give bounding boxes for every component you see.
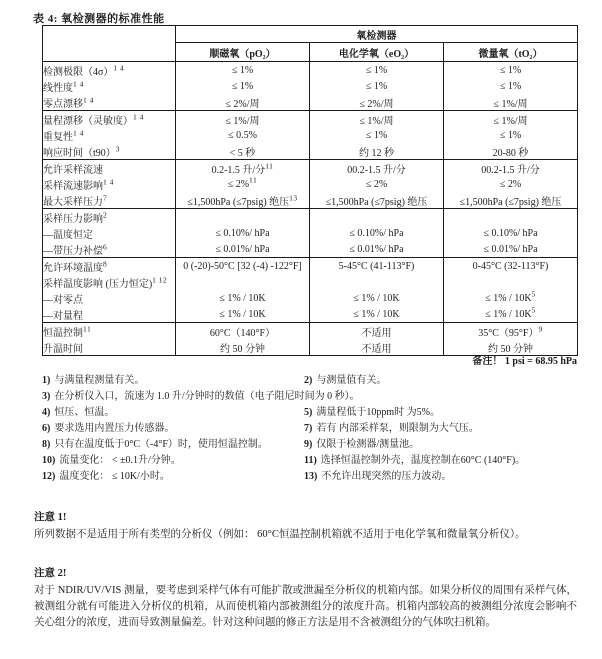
row-label: 升温时间 xyxy=(43,339,176,356)
footnote-text: 恒压、恒温。 xyxy=(54,407,115,418)
footnote-text: 要求选用内置压力传感器。 xyxy=(54,423,175,434)
table-row xyxy=(43,143,578,160)
value-cell: 0 (-20)-50°C [32 (-4) -122°F] xyxy=(176,258,310,275)
row-label: 重复性$^{1 4}$ xyxy=(43,127,176,143)
footnote-text: 流量变化： < ±0.1升/分钟。 xyxy=(59,455,181,466)
value-cell xyxy=(310,274,444,290)
row-group xyxy=(43,323,578,356)
footnote-text: 只有在温度低于0°C（-4°F）时，使用恒温控制。 xyxy=(54,439,268,450)
value-cell xyxy=(444,274,578,290)
table-row xyxy=(43,323,578,340)
value-cell: ≤1,500hPa (≤7psig) 绝压 xyxy=(310,192,444,209)
table-header xyxy=(43,26,578,62)
value-cell: ≤ 1% / 10K xyxy=(176,290,310,306)
value-cell: ≤ 1%/周 xyxy=(176,111,310,128)
value-cell: ≤ 1% / 10K xyxy=(310,306,444,323)
footnote-number: 1) xyxy=(42,375,51,386)
value-cell: $35^\circ C(95^\circ F)^9$ xyxy=(444,323,578,340)
footnote-row xyxy=(42,373,582,389)
value-cell: ≤1,500hPa (≤7psig) 绝压$^{13}$ xyxy=(176,192,310,209)
table-row xyxy=(43,176,578,192)
remark-note: 备注！ 1 psi = 68.95 hPa xyxy=(472,356,577,367)
value-cell: ≤ 0.10%/ hPa xyxy=(444,225,578,241)
row-label: —对量程 xyxy=(43,306,176,323)
row-label: 允许采样流速 xyxy=(43,160,176,177)
footnote-row xyxy=(42,405,582,421)
value-cell: ≤ 1%/周 xyxy=(444,94,578,111)
value-cell: 0-45°C (32-113°F) xyxy=(444,258,578,275)
value-cell: ≤ 1% xyxy=(444,127,578,143)
value-cell: ≤ 1% xyxy=(310,78,444,94)
row-label: 零点漂移$^{1 4}$ xyxy=(43,94,176,111)
value-cell: ≤ 2%/周 xyxy=(176,94,310,111)
table-row xyxy=(43,127,578,143)
value-cell: 约 12 秒 xyxy=(310,143,444,160)
value-cell: ≤ $1\% / 10K^5$ xyxy=(444,306,578,323)
column-header: 顺磁氧（pO₂） xyxy=(176,43,310,62)
table-row xyxy=(43,78,578,94)
value-cell: ≤ 1% xyxy=(176,62,310,79)
table-row xyxy=(43,225,578,241)
value-cell: ≤ 1% xyxy=(176,78,310,94)
value-cell xyxy=(176,209,310,226)
value-cell: ≤ 1% / 10K xyxy=(176,306,310,323)
footnote xyxy=(42,421,304,437)
value-cell: 不适用 xyxy=(310,339,444,356)
footnote xyxy=(42,405,304,421)
table-row xyxy=(43,258,578,275)
value-cell: ≤ 1% xyxy=(444,62,578,79)
footnote-number: 13) xyxy=(304,471,318,482)
footnote-text: 与测量值有关。 xyxy=(316,375,387,386)
header-group-row xyxy=(43,26,578,43)
value-cell: ≤ 1% xyxy=(310,62,444,79)
spec-table xyxy=(42,25,578,356)
footnote-row xyxy=(42,437,582,453)
footnote xyxy=(304,405,440,421)
row-group xyxy=(43,111,578,160)
value-cell: ≤ 0.01%/ hPa xyxy=(310,241,444,258)
footnote-text: 满量程低于10ppm时 为5%。 xyxy=(316,407,440,418)
row-label: 检测极限$(4\sigma)^{1 4}$ xyxy=(43,62,176,79)
column-header: 微量氧（tO₂） xyxy=(444,43,578,62)
footnote-row xyxy=(42,421,582,437)
footnote-number: 5) xyxy=(304,407,313,418)
table-row xyxy=(43,209,578,226)
row-label: —带压力补偿$^6$ xyxy=(43,241,176,258)
footnote-row xyxy=(42,469,582,485)
footnote-number: 11) xyxy=(304,455,317,466)
row-label: 采样温度影响 (压力恒定)$^{1 12}$ xyxy=(43,274,176,290)
footnote-number: 8) xyxy=(42,439,51,450)
value-cell: ≤ $1\% / 10K^5$ xyxy=(444,290,578,306)
note-1-title: 注意 1! xyxy=(34,512,67,523)
value-cell: < 5 秒 xyxy=(176,143,310,160)
value-cell: ≤ 0.01%/ hPa xyxy=(444,241,578,258)
footnote xyxy=(304,453,525,469)
note-2 xyxy=(34,565,577,631)
value-cell xyxy=(310,209,444,226)
value-cell: ≤ 1% xyxy=(444,78,578,94)
row-label: 恒温控制$^{11}$ xyxy=(43,323,176,340)
footnote xyxy=(42,373,304,389)
footnote-text: 与满量程测量有关。 xyxy=(54,375,145,386)
row-label: 量程漂移（灵敏度）$^{1 4}$ xyxy=(43,111,176,128)
value-cell: ≤ 0.10%/ hPa xyxy=(310,225,444,241)
table-title: 表 4: 氧检测器的标准性能 xyxy=(33,13,165,25)
table-row xyxy=(43,62,578,79)
value-cell: ≤ 1%/周 xyxy=(444,111,578,128)
footnote-number: 7) xyxy=(304,423,313,434)
footnote xyxy=(42,437,304,453)
row-label: 采样流速影响$^{1 4}$ xyxy=(43,176,176,192)
footnote-text: 仅限于检测器/测量池。 xyxy=(316,439,420,450)
value-cell: ≤ 0.10%/ hPa xyxy=(176,225,310,241)
value-cell xyxy=(176,274,310,290)
value-cell: 60°C（140°F） xyxy=(176,323,310,340)
value-cell: 20-80 秒 xyxy=(444,143,578,160)
row-label: —对零点 xyxy=(43,290,176,306)
row-group xyxy=(43,160,578,209)
footnote xyxy=(304,469,451,485)
footnote xyxy=(304,373,386,389)
corner-cell xyxy=(43,26,176,62)
detector-group-header: 氧检测器 xyxy=(176,26,578,43)
note-2-body: 对于 NDIR/UV/VIS 测量，要考虑到采样气体有可能扩散或泄漏至分析仪的机箱内部。如果分析仪的周围有采样气体，被测组分就有可能进入分析仪的机箱，从而使机箱内部被测组分的浓度升高。机箱内部较高的被测组分浓度会影响不关心组分的浓度，进而导致测量偏差。针对这种问题的修正方法是用不含被测组分的气体吹扫机箱。 xyxy=(34,585,577,628)
footnote xyxy=(42,389,360,405)
value-cell: 00.2-1.5 升/分 xyxy=(310,160,444,177)
table-row xyxy=(43,94,578,111)
row-label: 响应时间$(t90)^3$ xyxy=(43,143,176,160)
value-cell: ≤ 2% xyxy=(310,176,444,192)
row-group xyxy=(43,209,578,258)
value-cell: ≤ 2% xyxy=(444,176,578,192)
value-cell xyxy=(444,209,578,226)
value-cell: ≤ 0.5% xyxy=(176,127,310,143)
footnote-number: 2) xyxy=(304,375,313,386)
footnote-text: 选择恒温控制外壳，温度控制在60°C (140°F)。 xyxy=(320,455,526,466)
table-row xyxy=(43,306,578,323)
note-2-title: 注意 2! xyxy=(34,568,67,579)
table-row xyxy=(43,111,578,128)
row-label: 最大采样压力$^7$ xyxy=(43,192,176,209)
footnote-row xyxy=(42,453,582,469)
table-row xyxy=(43,192,578,209)
footnote-text: 温度变化： ≤ 10K/小时。 xyxy=(59,471,170,482)
value-cell: 约 50 分钟 xyxy=(176,339,310,356)
value-cell: 5-45°C (41-113°F) xyxy=(310,258,444,275)
note-1-body: 所列数据不是适用于所有类型的分析仪（例如： 60°C恒温控制机箱就不适用于电化学氧和微量氧分析仪）。 xyxy=(34,529,526,540)
footnote-number: 4) xyxy=(42,407,51,418)
value-cell: ≤ 0.01%/ hPa xyxy=(176,241,310,258)
table-row xyxy=(43,241,578,258)
value-cell: ≤ 1% / 10K xyxy=(310,290,444,306)
row-label: 线性度$^{1 4}$ xyxy=(43,78,176,94)
footnote-text: 若有 内部采样泵，则限制为大气压。 xyxy=(316,423,479,434)
row-group xyxy=(43,258,578,323)
row-label: —温度恒定 xyxy=(43,225,176,241)
table-row xyxy=(43,160,578,177)
footnote-number: 10) xyxy=(42,455,56,466)
value-cell: ≤ 2%/周 xyxy=(310,94,444,111)
value-cell: ≤ 2%$^{11}$ xyxy=(176,176,310,192)
footnote-text: 不允许出现突然的压力波动。 xyxy=(321,471,452,482)
footnote-number: 9) xyxy=(304,439,313,450)
value-cell: 0.2-1.5 升/分$^{11}$ xyxy=(176,160,310,177)
footnote-text: 在分析仪入口，流速为 1.0 升/分钟时的数值（电子阻尼时间为 0 秒）。 xyxy=(54,391,360,402)
row-label: 采样压力影响$^2$ xyxy=(43,209,176,226)
value-cell: 不适用 xyxy=(310,323,444,340)
footnote xyxy=(42,469,304,485)
footnote-number: 12) xyxy=(42,471,56,482)
footnote xyxy=(42,453,304,469)
value-cell: ≤ 1%/周 xyxy=(310,111,444,128)
footnotes xyxy=(42,373,582,485)
footnote xyxy=(304,437,419,453)
table-row xyxy=(43,290,578,306)
value-cell: ≤1,500hPa (≤7psig) 绝压 xyxy=(444,192,578,209)
value-cell: 00.2-1.5 升/分 xyxy=(444,160,578,177)
column-header: 电化学氧（eO₂） xyxy=(310,43,444,62)
footnote xyxy=(304,421,479,437)
table-row xyxy=(43,274,578,290)
value-cell: 约 50 分钟 xyxy=(444,339,578,356)
row-group xyxy=(43,62,578,111)
footnote-row xyxy=(42,389,582,405)
value-cell: ≤ 1% xyxy=(310,127,444,143)
row-label: 允许环境温度$^8$ xyxy=(43,258,176,275)
note-1 xyxy=(34,509,577,543)
footnote-number: 3) xyxy=(42,391,51,402)
footnote-number: 6) xyxy=(42,423,51,434)
